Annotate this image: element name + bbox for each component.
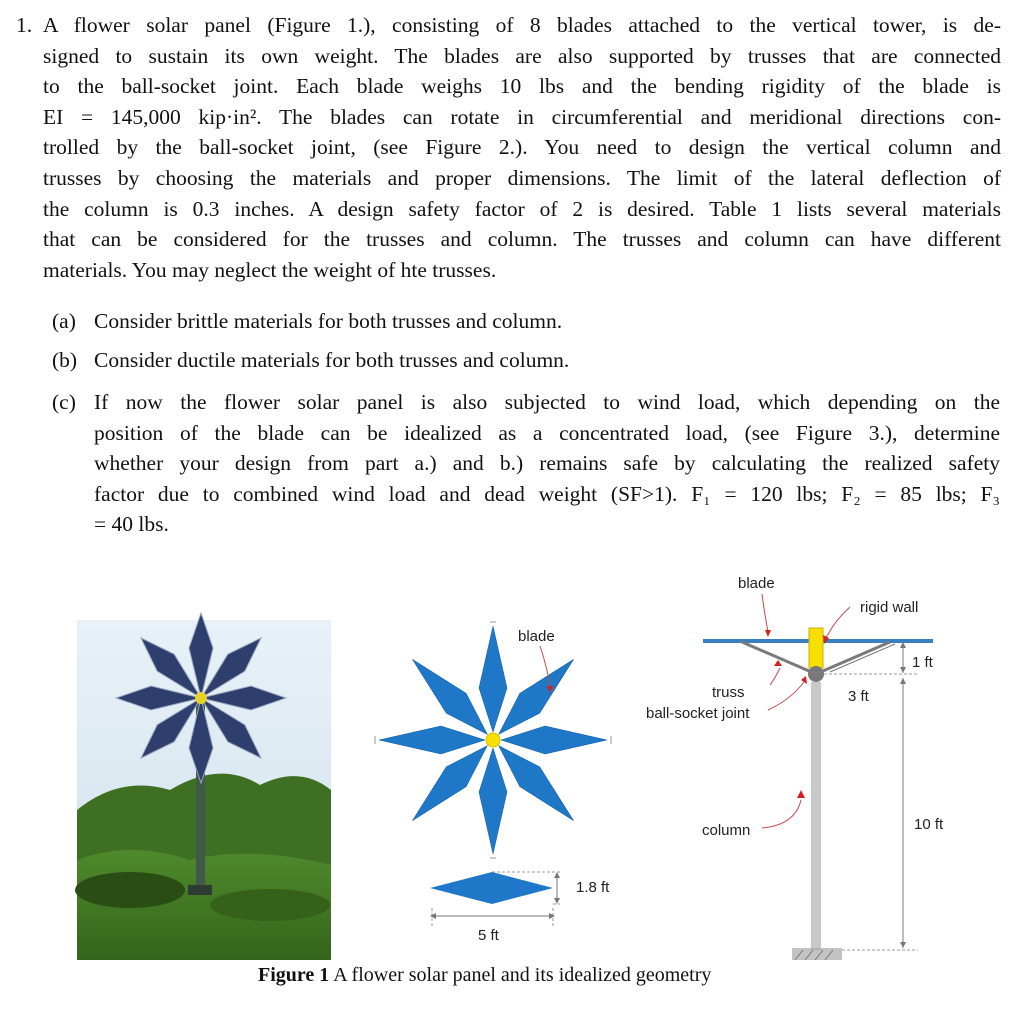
part-line: = 40 lbs. bbox=[94, 512, 169, 537]
label-blade-top: blade bbox=[738, 575, 775, 592]
part-b bbox=[52, 345, 1000, 376]
part-line: Consider ductile materials for both trusses and column. bbox=[94, 348, 570, 372]
label-3ft: 3 ft bbox=[848, 688, 869, 705]
part-line: position of the blade can be idealized as a concentrated load, (see Figure 3.), determine bbox=[94, 420, 1000, 445]
label-truss: truss bbox=[712, 684, 745, 701]
part-line: If now the flower solar panel is also subjected to wind load, which depending on the bbox=[94, 390, 1000, 414]
label-5ft: 5 ft bbox=[478, 927, 499, 944]
label-10ft: 10 ft bbox=[914, 816, 944, 833]
label-ball-socket: ball-socket joint bbox=[646, 705, 750, 722]
part-a-text bbox=[94, 306, 1000, 337]
problem-line: that can be considered for the trusses and column. The trusses and column can have different bbox=[43, 227, 1001, 252]
part-a bbox=[52, 306, 1000, 337]
problem-line: to the ball-socket joint. Each blade weighs 10 lbs and the bending rigidity of the blade is bbox=[43, 74, 1001, 99]
figure-1 bbox=[0, 560, 1011, 960]
solar-panel-photo bbox=[75, 613, 331, 960]
flower-top-view bbox=[375, 622, 611, 858]
label-1-8ft: 1.8 ft bbox=[576, 879, 610, 896]
part-line: factor due to combined wind load and dead weight (SF>1). F₁ = 120 lbs; F₂ = 85 lbs; F₃ bbox=[94, 481, 1000, 506]
part-c-label: (c) bbox=[52, 390, 76, 414]
figure-caption bbox=[258, 964, 711, 987]
part-a-label: (a) bbox=[52, 309, 76, 333]
problem-body bbox=[43, 10, 1001, 285]
problem-line: EI = 145,000 kip·in². The blades can rotate in circumferential and meridional directions con- bbox=[43, 104, 1001, 129]
problem-line: signed to sustain its own weight. The blades are also supported by trusses that are connected bbox=[43, 43, 1001, 68]
problem-line: trusses by choosing the materials and proper dimensions. The limit of the lateral deflection of bbox=[43, 165, 1001, 190]
part-line: whether your design from part a.) and b.) remains safe by calculating the realized safety bbox=[94, 451, 1000, 476]
part-c bbox=[52, 387, 1000, 540]
column bbox=[811, 682, 821, 950]
label-blade-flower: blade bbox=[518, 628, 555, 645]
problem-line: materials. You may neglect the weight of hte trusses. bbox=[43, 257, 497, 282]
part-c-text bbox=[94, 387, 1000, 540]
caption-text: A flower solar panel and its idealized geometry bbox=[329, 964, 712, 986]
part-b-label: (b) bbox=[52, 348, 78, 372]
problem-line: trolled by the ball-socket joint, (see Figure 2.). You need to design the vertical column and bbox=[43, 135, 1001, 160]
blade-side-view bbox=[430, 872, 560, 926]
label-column: column bbox=[702, 822, 751, 839]
part-line: Consider brittle materials for both trusses and column. bbox=[94, 309, 563, 333]
problem-number: 1. bbox=[16, 13, 33, 37]
label-1ft: 1 ft bbox=[912, 654, 933, 671]
problem-line: the column is 0.3 inches. A design safety factor of 2 is desired. Table 1 lists several materials bbox=[43, 196, 1001, 221]
caption-figure-number: Figure 1 bbox=[258, 964, 330, 986]
problem-line: A flower solar panel (Figure 1.), consisting of 8 blades attached to the vertical tower, is de- bbox=[43, 13, 1001, 37]
label-rigid-wall: rigid wall bbox=[860, 599, 919, 616]
problem-statement bbox=[16, 10, 1001, 285]
side-elevation bbox=[703, 594, 933, 960]
part-b-text bbox=[94, 345, 1000, 376]
